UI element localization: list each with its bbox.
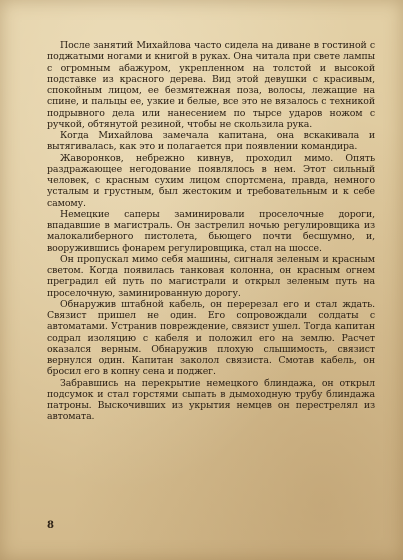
- page-number: 8: [47, 520, 54, 531]
- paragraph: Обнаружив штабной кабель, он перерезал его и стал ждать. Связист пришел не один. Его сопровождали солдаты с автоматами. Устранив повреждение, связист ушел. Тогда капитан содрал изоляцию с кабеля и положил его на землю. Расчет оказался верным. Обнаружив плохую слышимость, связист вернулся один. Капитан заколол связиста. Смотав кабель, он бросил его в копну сена и поджег.: [47, 298, 375, 378]
- paragraph: Забравшись на перекрытие немецкого блиндажа, он открыл подсумок и стал горстями сыпать в дымоходную трубу блиндажа патроны. Выскочивших из укрытия немцев он перестрелял из автомата.: [47, 377, 375, 423]
- paragraph: После занятий Михайлова часто сидела на диване в гостиной с поджатыми ногами и книгой в руках. Она читала при свете лампы с огромным абажуром, укрепленном на толстой и высокой подставке из красного дерева. Вид этой девушки с красивым, спокойным лицом, ее безмятежная поза, волосы, лежащие на спине, и пальцы ее, узкие и белые, все это не вязалось с техникой подрывного дела или нанесением по тырсе ударов ножом с ручкой, обтянутой резиной, чтобы не скользила рука.: [47, 40, 375, 130]
- paragraph: Он пропускал мимо себя машины, сигналя зеленым и красным светом. Когда появилась танковая колонна, он красным огнем преградил ей путь по магистрали и открыл зеленым путь на проселочную, заминированную дорогу.: [47, 253, 375, 299]
- body-text: [47, 40, 375, 423]
- paragraph: Жаворонков, небрежно кивнув, проходил мимо. Опять раздражающее негодование появлялось в нем. Этот сильный человек, с красным сухим лицом спортсмена, правда, немного усталым и грустным, был жестоким и требовательным и к себе самому.: [47, 152, 375, 209]
- paragraph: Когда Михайлова замечала капитана, она вскакивала и вытягивалась, как это и полагается при появлении командира.: [47, 130, 375, 153]
- paragraph: Немецкие саперы заминировали проселочные дороги, впадавшие в магистраль. Он застрелил ночью регулировщика из малокалиберного пистолета, бьющего почти бесшумно, и, вооружившись фонарем регулировщика, стал на шоссе.: [47, 208, 375, 254]
